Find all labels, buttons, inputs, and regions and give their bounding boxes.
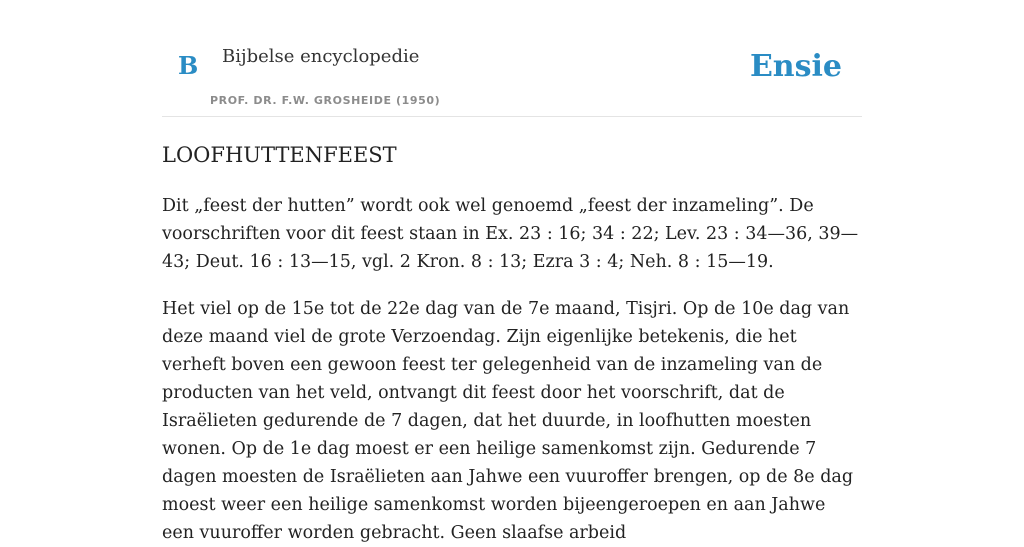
article-paragraph: Dit „feest der hutten” wordt ook wel genoemd „feest der inzameling”. De voorschriften voor dit feest staan in Ex. 23 : 16; 34 : 22; Lev. 23 : 34—36, 39—43; Deut. 16 : 13—15, vgl. 2 Kron. 8 : 13; Ezra 3 : 4; Neh. 8 : 15—19.	[162, 196, 859, 272]
book-title[interactable]: Bijbelse encyclopedie	[222, 46, 420, 67]
article	[162, 140, 862, 547]
article-paragraph: Het viel op de 15e tot de 22e dag van de 7e maand, Tisjri. Op de 10e dag van deze maand viel de grote Verzoendag. Zijn eigenlijke betekenis, die het verheft boven een gewoon feest ter gelegenheid van de inzameling van de producten van het veld, ontvangt dit feest door het voorschrift, dat de Israëlieten gedurende de 7 dagen, dat het duurde, in loofhutten moesten wonen. Op de 1e dag moest er een heilige samenkomst zijn. Gedurende 7 dagen moesten de Israëlieten aan Jahwe een vuuroffer brengen, op de 8e dag moest weer een heilige samenkomst worden bijeengeroepen en aan Jahwe een vuuroffer worden gebracht. Geen slaafse arbeid	[162, 299, 854, 543]
article-title: LOOFHUTTENFEEST	[162, 143, 397, 167]
book-header	[162, 0, 862, 117]
book-author: PROF. DR. F.W. GROSHEIDE (1950)	[210, 94, 441, 107]
brand-logo[interactable]: Ensie	[749, 49, 842, 84]
book-logo-icon[interactable]: B	[178, 51, 199, 80]
